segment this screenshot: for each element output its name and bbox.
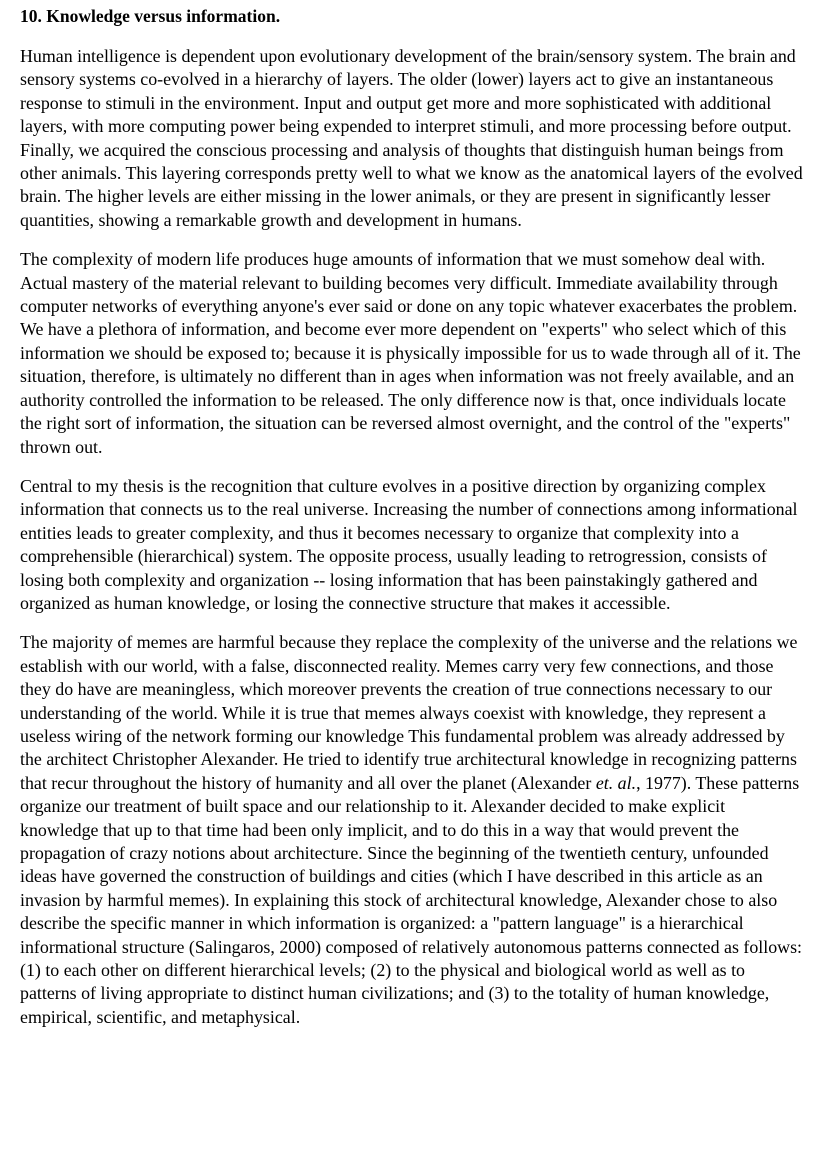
section-heading: 10. Knowledge versus information. — [20, 6, 281, 26]
paragraph-brain-evolution: Human intelligence is dependent upon evolutionary development of the brain/sensory system. The brain and sensory systems co-evolved in a hierarchy of layers. The older (lower) layers act to give an instantaneous response to stimuli in the environment. Input and output get more and more sophisticated with additional layers, with more computing power being expended to interpret stimuli, and more processing before output. Finally, we acquired the conscious processing and analysis of thoughts that distinguish human beings from other animals. This layering corresponds pretty well to what we know as the anatomical layers of the evolved brain. The higher levels are either missing in the lower animals, or they are present in significantly lesser quantities, showing a remarkable growth and development in humans. — [20, 46, 803, 230]
paragraph-thesis: Central to my thesis is the recognition that culture evolves in a positive direction by organizing complex information that connects us to the real universe. Increasing the number of connections among informational entities leads to greater complexity, and thus it becomes necessary to organize that complexity into a comprehensible (hierarchical) system. The opposite process, usually leading to retrogression, consists of losing both complexity and organization -- losing information that has been painstakingly gathered and organized as human knowledge, or losing the connective structure that makes it accessible. — [20, 475, 798, 613]
paragraph-text-part: , 1977). These patterns organize our treatment of built space and our relationship to it. Alexander decided to make explicit knowledge that up to that time had been only implicit, and to do this in a way that would prevent the propagation of crazy notions about architecture. Since the beginning of the twentieth century, unfounded ideas have governed the construction of buildings and cities (which I have described in this article as an invasion by harmful memes). In explaining this stock of architectural knowledge, Alexander chose to also describe the specific manner in which information is organized: a "pattern language" is a hierarchical informational structure (Salingaros, 2000) composed of relatively autonomous patterns connected as follows: (1) to each other on different hierarchical levels; (2) to the physical and biological world as well as to patterns of living appropriate to distinct human civilizations; and (3) to the totality of human knowledge, empirical, scientific, and metaphysical. — [20, 772, 803, 1027]
citation-et-al: et. al. — [595, 772, 637, 793]
paragraph-memes-alexander — [20, 631, 803, 1029]
paragraph-modern-information: The complexity of modern life produces huge amounts of information that we must somehow deal with. Actual mastery of the material relevant to building becomes very difficult. Immediate availability through computer networks of everything anyone's ever said or done on any topic whatever exacerbates the problem. We have a plethora of information, and become ever more dependent on "experts" who select which of this information we should be exposed to; because it is physically impossible for us to wade through all of it. The situation, therefore, is ultimately no different than in ages when information was not freely available, and an authority controlled the information to be released. The only difference now is that, once individuals locate the right sort of information, the situation can be reversed almost overnight, and the control of the "experts" thrown out. — [20, 249, 801, 457]
paragraph-text-part: The majority of memes are harmful because they replace the complexity of the universe and the relations we establish with our world, with a false, disconnected reality. Memes carry very few connections, and those they do have are meaningless, which moreover prevents the creation of true connections necessary to our understanding of the world. While it is true that memes always coexist with knowledge, they represent a useless wiring of the network forming our knowledge This fundamental problem was already addressed by the architect Christopher Alexander. He tried to identify true architectural knowledge in recognizing patterns that recur throughout the history of humanity and all over the planet (Alexander — [20, 632, 798, 793]
